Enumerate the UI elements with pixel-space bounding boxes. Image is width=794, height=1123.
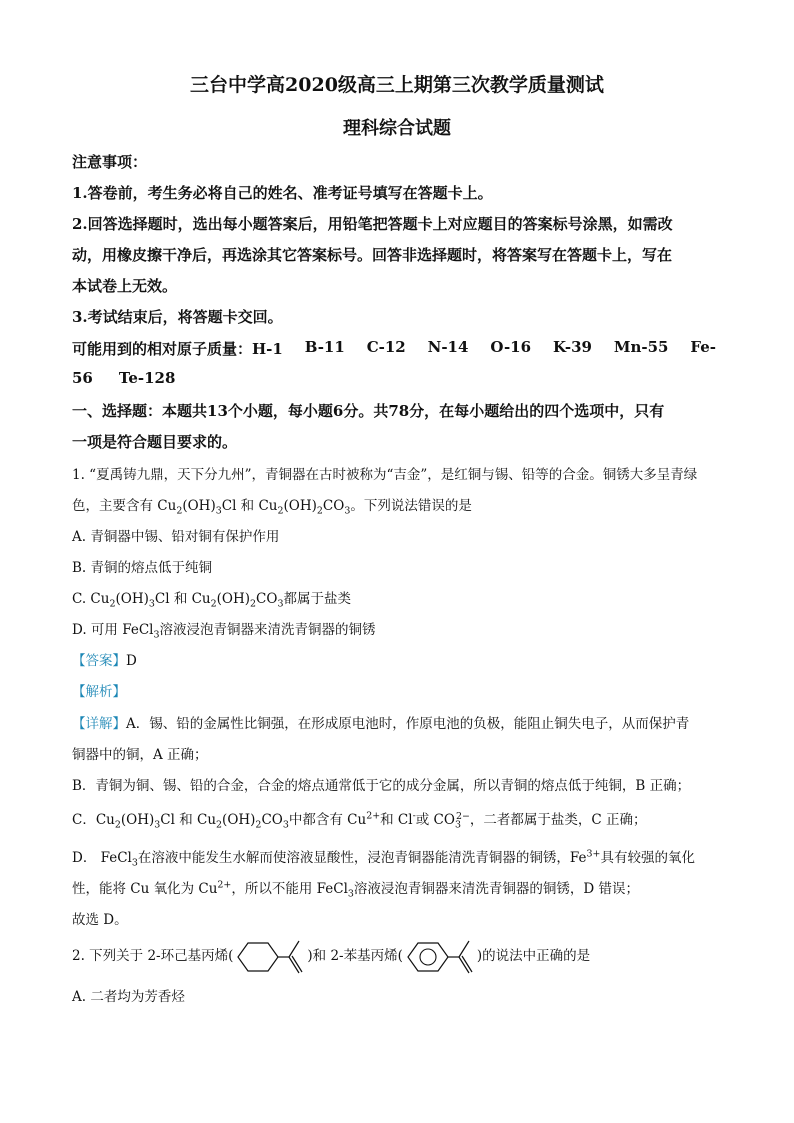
q1-detail-b: B．青铜为铜、锡、铅的合金，合金的熔点通常低于它的成分金属，所以青铜的熔点低于纯铜，B 正确； xyxy=(72,778,691,794)
notice-item-2-line-2: 动，用橡皮擦干净后，再选涂其它答案标号。回答非选择题时，将答案写在答题卡上，写在 xyxy=(72,246,673,264)
q1-option-b: B. 青铜的熔点低于纯铜 xyxy=(72,560,213,576)
section-1-heading-line-1: 一、选择题：本题共13个小题，每小题6分。共78分，在每小题给出的四个选项中，只有 xyxy=(72,402,665,420)
atomic-mass-fe: Fe- xyxy=(690,338,716,356)
notice-heading: 注意事项： xyxy=(72,153,148,171)
atomic-mass-te: Te-128 xyxy=(118,369,176,387)
notice-item-2-line-3: 本试卷上无效。 xyxy=(72,277,178,295)
q1-detail-c: C．$Cu_2(OH)_3Cl$ 和 $Cu_2(OH)_2CO_3$中都含有 $Cu^{2+}$和 Cl-或 $CO_3^{2-}$，二者都属于盐类，C 正确； xyxy=(72,810,647,831)
q1-analysis-tag: 【解析】 xyxy=(72,684,126,700)
q2-stem: 2. 下列关于 2-环己基丙烯( )和 2-苯基丙烯( )的说法中正确的是 xyxy=(72,936,590,977)
exam-subtitle: 理科综合试题 xyxy=(343,118,451,139)
exam-title: 三台中学高2020级高三上期第三次教学质量测试 xyxy=(190,74,604,96)
atomic-mass-line xyxy=(72,338,716,359)
notice-item-1: 1.答卷前，考生务必将自己的姓名、准考证号填写在答题卡上。 xyxy=(72,184,493,202)
atomic-mass-c: C-12 xyxy=(366,338,406,356)
q1-stem-line-2: 色，主要含有 $Cu_2(OH)_3Cl$ 和 $Cu_2(OH)_2CO_3$。下列说法错误的是 xyxy=(72,498,472,517)
atomic-mass-n: N-14 xyxy=(427,338,469,356)
atomic-mass-line-2 xyxy=(72,369,175,387)
q1-detail-d-line-1: D． FeCl$_3$在溶液中能发生水解而使溶液显酸性，浸泡青铜器能清洗青铜器的铜锈，$Fe^{3+}$具有较强的氧化 xyxy=(72,848,695,869)
q1-option-a: A. 青铜器中锡、铅对铜有保护作用 xyxy=(72,529,280,545)
q1-option-c: C. $Cu_2(OH)_3Cl$ 和 $Cu_2(OH)_2CO_3$都属于盐类 xyxy=(72,591,351,610)
q1-answer xyxy=(72,649,137,669)
section-1-heading-line-2: 一项是符合题目要求的。 xyxy=(72,433,238,451)
q1-stem-line-1: 1. “夏禹铸九鼎，天下分九州”，青铜器在古时被称为“吉金”，是红铜与锡、铅等的合金。铜锈大多呈青绿 xyxy=(72,467,698,483)
atomic-mass-fe-value: 56 xyxy=(72,369,93,387)
detail-tag: 【详解】 xyxy=(72,716,126,732)
q1-detail-line-1: 【详解】A．锡、铅的金属性比铜强，在形成原电池时，作原电池的负极，能阻止铜失电子，从而保护青 xyxy=(72,716,690,732)
phenyl-propene-structure xyxy=(403,937,477,977)
notice-item-3: 3.考试结束后，将答题卡交回。 xyxy=(72,308,283,326)
q1-detail-line-2: 铜器中的铜，A 正确； xyxy=(72,747,208,763)
notice-item-2-line-1: 2.回答选择题时，选出每小题答案后，用铅笔把答题卡上对应题目的答案标号涂黑，如需改 xyxy=(72,215,673,233)
atomic-mass-label: 可能用到的相对原子质量：H-1 xyxy=(72,340,283,358)
cyclohexyl-propene-structure xyxy=(233,937,307,977)
atomic-mass-o: O-16 xyxy=(490,338,532,356)
q1-option-d: D. 可用 FeCl$_3$溶液浸泡青铜器来清洗青铜器的铜锈 xyxy=(72,622,376,641)
answer-value: D xyxy=(126,653,137,669)
q2-option-a: A. 二者均为芳香烃 xyxy=(72,989,185,1005)
atomic-mass-k: K-39 xyxy=(552,338,592,356)
atomic-mass-b: B-11 xyxy=(304,338,345,356)
q1-detail-d-line-2: 性，能将 Cu 氧化为 $Cu^{2+}$，所以不能用 FeCl$_3$溶液浸泡青铜器来清洗青铜器的铜锈，D 错误； xyxy=(72,879,640,900)
atomic-mass-mn: Mn-55 xyxy=(613,338,669,356)
q1-conclusion: 故选 D。 xyxy=(72,912,128,928)
answer-tag: 【答案】 xyxy=(72,653,126,669)
